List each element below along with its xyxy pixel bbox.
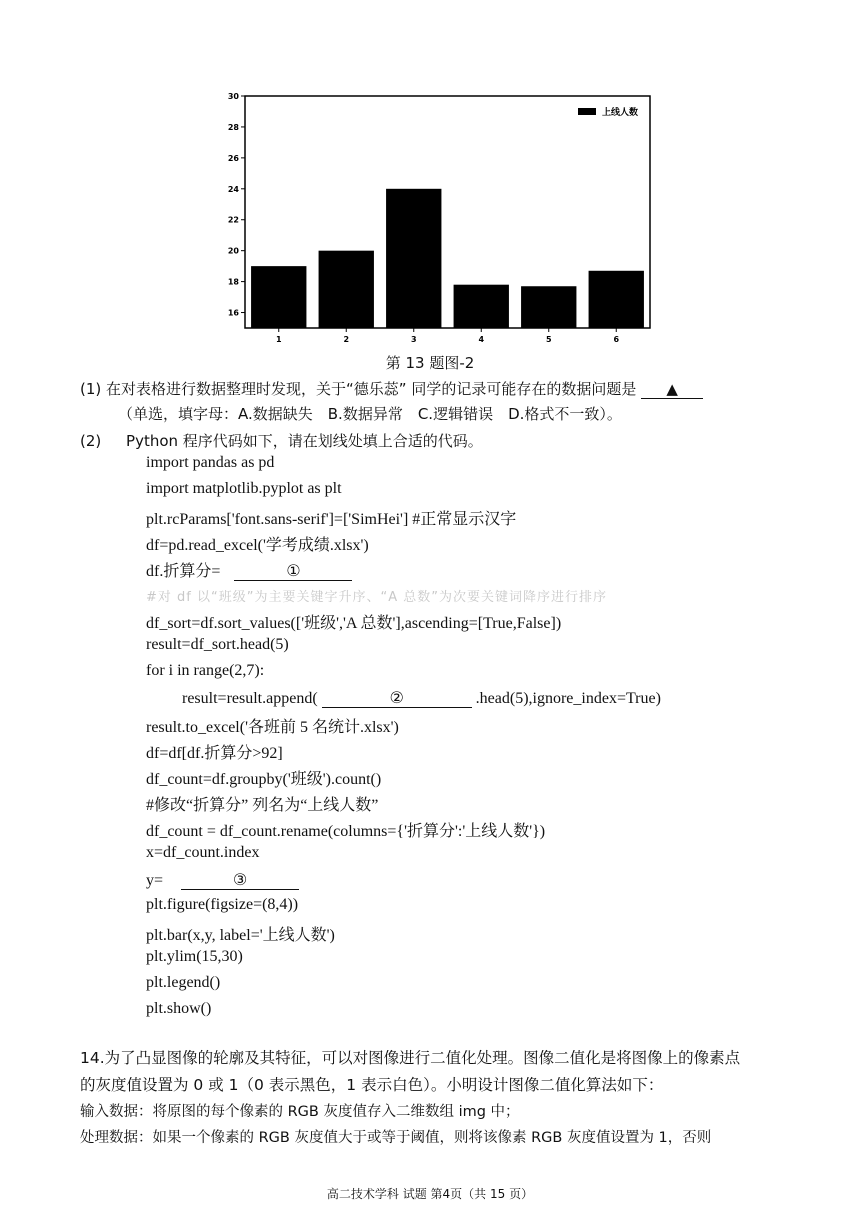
question-14-line1: 14.为了凸显图像的轮廓及其特征，可以对图像进行二值化处理。图像二值化是将图像上的像素点 (80, 1049, 741, 1067)
y-tick-label: 26 (227, 153, 239, 163)
question-14-line4: 处理数据：如果一个像素的 RGB 灰度值大于或等于阈值，则将该像素 RGB 灰度值设置为 1，否则 (80, 1130, 712, 1146)
x-tick-label: 5 (545, 335, 552, 344)
code-comment-faint: #对 df 以“班级”为主要关键字升序、“A 总数”为次要关键词降序进行排序 (146, 590, 607, 605)
legend-swatch (578, 108, 596, 115)
question-14-line3: 输入数据：将原图的每个像素的 RGB 灰度值存入二维数组 img 中； (80, 1104, 520, 1120)
x-tick-label: 3 (410, 335, 417, 344)
code-line (182, 688, 661, 708)
code-line: plt.show() (146, 1000, 212, 1017)
question-14-line2: 的灰度值设置为 0 或 1（0 表示黑色，1 表示白色）。小明设计图像二值化算法如下： (80, 1076, 664, 1094)
code-line: df=df[df.折算分>92] (146, 745, 283, 762)
bar (589, 271, 644, 328)
y-tick-label: 22 (227, 215, 239, 225)
question-2-number: (2) (80, 432, 102, 450)
question-1-text: 在对表格进行数据整理时发现，关于“德乐蕊” 同学的记录可能存在的数据问题是 (106, 380, 637, 398)
x-tick-label: 6 (613, 335, 620, 344)
code-line: df_count = df_count.rename(columns={'折算分':'上线人数'}) (146, 823, 546, 840)
code-line: plt.legend() (146, 974, 221, 991)
page-footer: 高二技术学科 试题 第4页（共 15 页） (326, 1187, 534, 1201)
code-blank-2[interactable]: ② (322, 688, 472, 708)
code-line: plt.rcParams['font.sans-serif']=['SimHei'] #正常显示汉字 (146, 511, 517, 528)
code-blank-3[interactable]: ③ (181, 870, 299, 890)
code-line: x=df_count.index (146, 844, 260, 861)
legend-label: 上线人数 (602, 108, 639, 118)
code-line (146, 558, 352, 581)
code-line: for i in range(2,7): (146, 662, 265, 679)
y-tick-label: 28 (227, 122, 239, 132)
question-1-options: （单选，填字母：A.数据缺失 B.数据异常 C.逻辑错误 D.格式不一致）。 (118, 405, 622, 423)
bar-chart (215, 86, 660, 348)
answer-blank-q1[interactable]: ▲ (641, 380, 703, 399)
x-tick-label: 2 (343, 335, 350, 344)
chart-svg (215, 86, 660, 348)
bar (521, 286, 576, 328)
x-tick-label: 4 (478, 335, 485, 344)
y-tick-label: 30 (227, 92, 239, 101)
code-line-prefix: y= (146, 872, 164, 889)
code-line: df=pd.read_excel('学考成绩.xlsx') (146, 537, 369, 554)
code-blank-1[interactable]: ① (234, 561, 352, 581)
y-tick-label: 24 (227, 184, 239, 194)
code-line: result=df_sort.head(5) (146, 636, 289, 653)
code-line (146, 870, 299, 890)
code-line: plt.ylim(15,30) (146, 948, 243, 965)
figure-caption: 第 13 题图-2 (385, 354, 475, 372)
x-tick-label: 1 (275, 335, 282, 344)
y-tick-label: 16 (227, 308, 239, 318)
code-line: df_sort=df.sort_values(['班级','A 总数'],ascending=[True,False]) (146, 615, 562, 632)
code-line: df_count=df.groupby('班级').count() (146, 771, 382, 788)
code-line-prefix: df.折算分= (146, 563, 221, 580)
bar (251, 266, 306, 328)
code-line: plt.figure(figsize=(8,4)) (146, 896, 299, 913)
code-line: result.to_excel('各班前 5 名统计.xlsx') (146, 719, 399, 736)
code-line-prefix: result=result.append( (182, 690, 318, 707)
code-line: #修改“折算分” 列名为“上线人数” (146, 797, 379, 814)
code-line: import pandas as pd (146, 454, 275, 471)
code-line: import matplotlib.pyplot as plt (146, 480, 342, 497)
question-1-number: (1) (80, 380, 102, 398)
bar (319, 251, 374, 328)
code-line: plt.bar(x,y, label='上线人数') (146, 927, 335, 944)
code-line-suffix: .head(5),ignore_index=True) (475, 690, 661, 707)
question-2-text: Python 程序代码如下，请在划线处填上合适的代码。 (126, 432, 483, 450)
question-2 (80, 430, 483, 451)
bar (454, 285, 509, 328)
bar (386, 189, 441, 328)
question-1 (80, 378, 703, 399)
y-tick-label: 20 (227, 246, 239, 256)
y-tick-label: 18 (227, 277, 239, 287)
